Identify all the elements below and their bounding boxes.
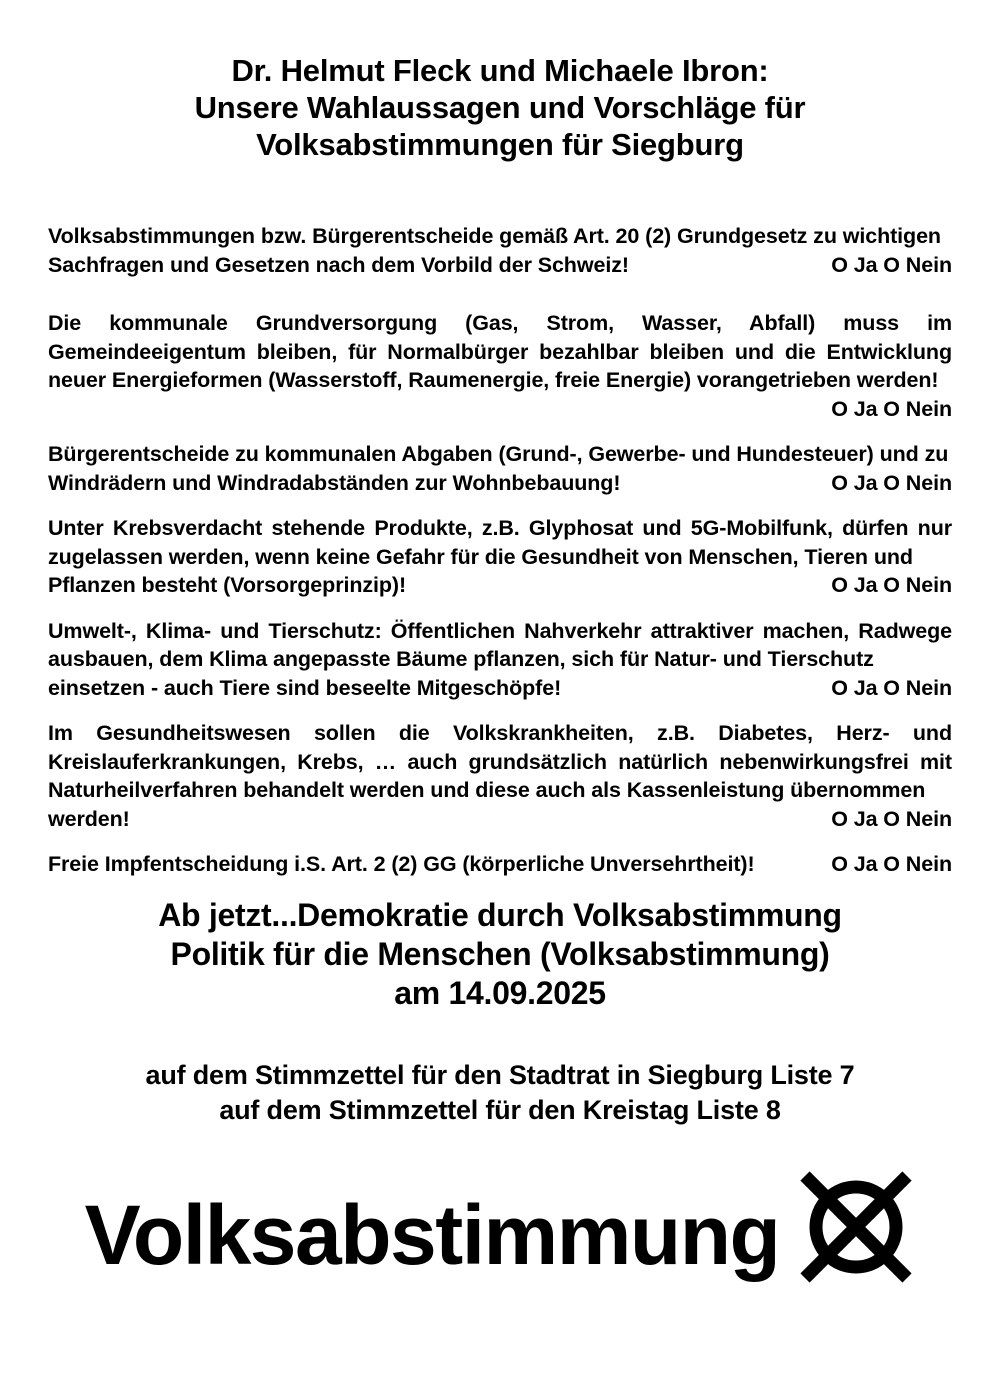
question-text-2: Die kommunale Grundversorgung (Gas, Strom, Wasser, Abfall) muss im Gemeindeeigentum bleiben, für Normalbürger bezahlbar bleiben und die Entwicklung neuer Energieformen (Wasserstoff, Raumenergie, freie Energie) vorangetrieben werden!	[48, 311, 952, 392]
question-list	[48, 222, 952, 879]
question-item-4	[48, 514, 952, 600]
page-title	[48, 52, 952, 163]
title-line-1: Dr. Helmut Fleck und Michaele Ibron:	[231, 53, 769, 88]
logo-row	[48, 1160, 952, 1310]
question-tail-3: Windrädern und Windradabständen zur Wohnbebauung!	[48, 470, 621, 495]
question-item-7	[48, 850, 952, 879]
slogan-line-3: am 14.09.2025	[394, 975, 606, 1011]
question-tail-5: einsetzen - auch Tiere sind beseelte Mitgeschöpfe!	[48, 675, 562, 700]
answer-options-5[interactable]: O Ja O Nein	[831, 675, 952, 700]
answer-options-3[interactable]: O Ja O Nein	[831, 470, 952, 495]
question-lastline-6	[48, 805, 952, 834]
answer-options-2[interactable]: O Ja O Nein	[831, 396, 952, 421]
question-text-4: Unter Krebsverdacht stehende Produkte, z.B. Glyphosat und 5G-Mobilfunk, dürfen nur zugelassen werden, wenn keine Gefahr für die Gesundheit von Menschen, Tieren und	[48, 516, 952, 569]
question-tail-1: Sachfragen und Gesetzen nach dem Vorbild der Schweiz!	[48, 252, 629, 277]
question-item-5	[48, 617, 952, 703]
question-text-6: Im Gesundheitswesen sollen die Volkskrankheiten, z.B. Diabetes, Herz- und Kreislauferkrankungen, Krebs, … auch grundsätzlich natürlich nebenwirkungsfrei mit Naturheilverfahren behandelt werden und diese auch als Kassenleistung übernommen	[48, 721, 952, 802]
question-lastline-1	[48, 251, 952, 280]
spacer-6	[48, 833, 952, 850]
question-text-3: Bürgerentscheide zu kommunalen Abgaben (Grund-, Gewerbe- und Hundesteuer) und zu	[48, 442, 949, 466]
ballot-info-block	[48, 1058, 952, 1128]
answer-options-1[interactable]: O Ja O Nein	[831, 252, 952, 277]
question-tail-7: Freie Impfentscheidung i.S. Art. 2 (2) GG (körperliche Unversehrtheit)!	[48, 852, 755, 876]
question-item-1	[48, 222, 952, 279]
question-item-6	[48, 719, 952, 833]
spacer-2	[48, 423, 952, 440]
question-tail-6: werden!	[48, 806, 130, 831]
answer-options-4[interactable]: O Ja O Nein	[831, 573, 952, 597]
slogan-block	[48, 896, 952, 1013]
ballot-cross-in-circle-icon	[797, 1168, 915, 1286]
spacer-3	[48, 497, 952, 514]
spacer-5	[48, 702, 952, 719]
ballot-line-kreistag: auf dem Stimmzettel für den Kreistag Liste 8	[219, 1095, 781, 1125]
question-tail-4: Pflanzen besteht (Vorsorgeprinzip)!	[48, 573, 407, 597]
question-lastline-7	[48, 850, 952, 879]
spacer-1	[48, 279, 952, 309]
title-line-3: Volksabstimmungen für Siegburg	[256, 127, 744, 162]
ballot-line-stadtrat: auf dem Stimmzettel für den Stadtrat in Siegburg Liste 7	[145, 1060, 855, 1090]
spacer-4	[48, 600, 952, 617]
question-lastline-5	[48, 674, 952, 703]
question-text-5: Umwelt-, Klima- und Tierschutz: Öffentlichen Nahverkehr attraktiver machen, Radwege ausbauen, dem Klima angepasste Bäume pflanzen, sich für Natur- und Tierschutz	[48, 618, 952, 671]
slogan-line-1: Ab jetzt...Demokratie durch Volksabstimmung	[158, 897, 842, 933]
question-lastline-3	[48, 469, 952, 498]
question-lastline-4	[48, 571, 952, 600]
question-item-2	[48, 309, 952, 423]
question-lastline-2	[48, 395, 952, 424]
wordmark-volksabstimmung: Volksabstimmung	[84, 1188, 780, 1282]
title-line-2: Unsere Wahlaussagen und Vorschläge für	[194, 90, 806, 125]
question-text-1: Volksabstimmungen bzw. Bürgerentscheide gemäß Art. 20 (2) Grundgesetz zu wichtigen	[48, 224, 941, 248]
question-item-3	[48, 440, 952, 497]
answer-options-7[interactable]: O Ja O Nein	[831, 852, 952, 876]
slogan-line-2: Politik für die Menschen (Volksabstimmung)	[170, 936, 830, 972]
answer-options-6[interactable]: O Ja O Nein	[831, 806, 952, 831]
